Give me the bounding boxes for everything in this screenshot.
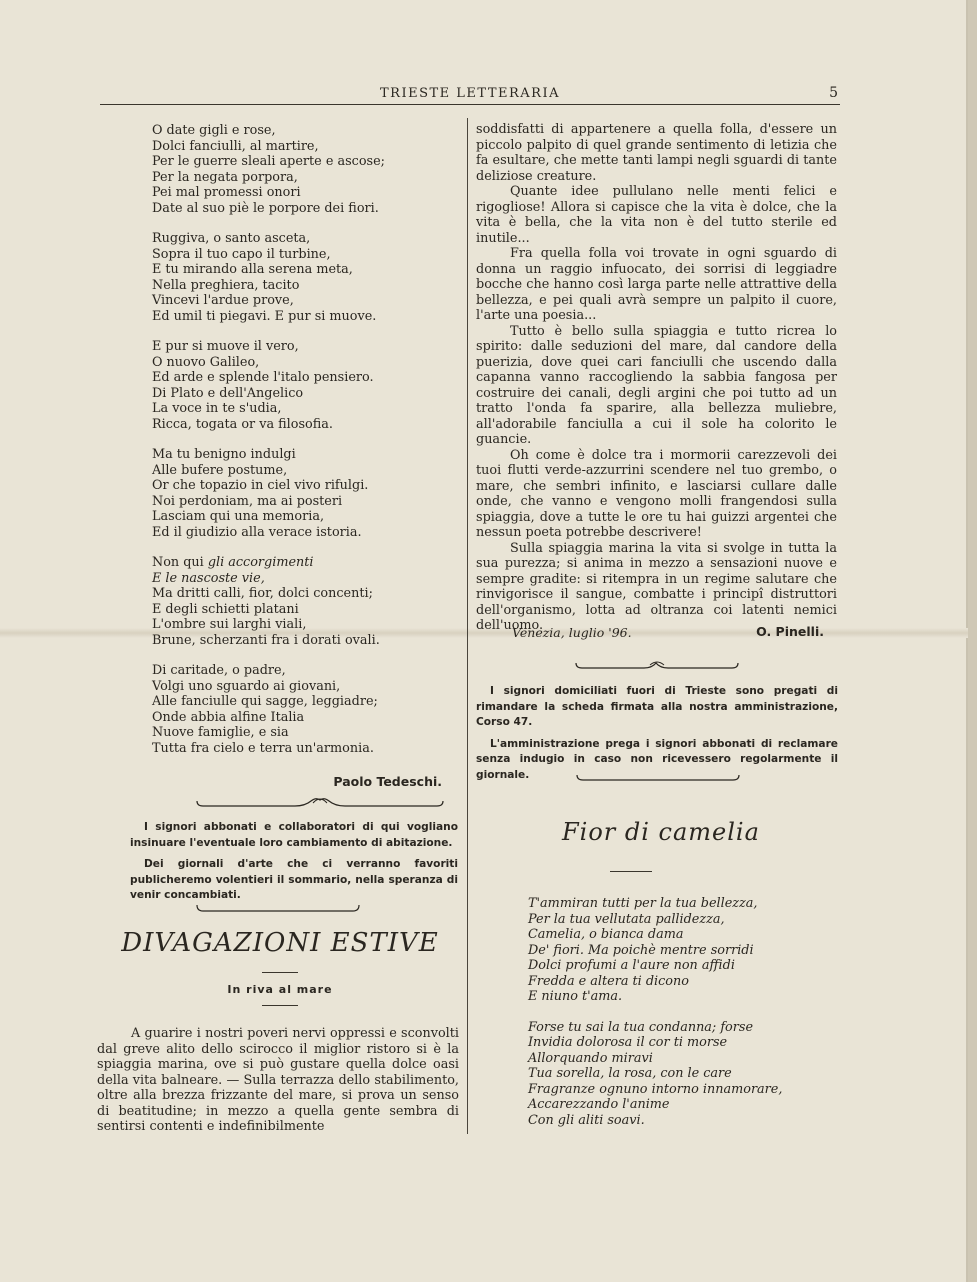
ornament-divider	[574, 659, 740, 673]
verse-line: Con gli aliti soavi.	[528, 1112, 645, 1128]
verse-line: Accarezzando l'anime	[528, 1097, 670, 1112]
verse-line: Ed umil ti piegavi. E pur si muove.	[152, 308, 377, 324]
verse-line: Fragranze ognuno intorno innamorare,	[528, 1081, 783, 1097]
verse-line: Volgi uno sguardo ai giovani,	[152, 678, 341, 694]
article-subtitle: In riva al mare	[227, 983, 333, 996]
verse-line: O date gigli e rose,	[152, 123, 276, 138]
verse-line: Pei mal promessi onori	[152, 185, 301, 200]
verse-line: Noi perdoniam, ma ai posteri	[152, 493, 343, 509]
article-body-right	[476, 122, 837, 634]
verse-line: Or che topazio in ciel vivo rifulgi.	[152, 478, 369, 493]
verse-line: Lasciam qui una memoria,	[152, 509, 325, 524]
verse-line: Forse tu sai la tua condanna; forse	[528, 1019, 754, 1035]
stanza	[152, 123, 452, 216]
verse-line: Alle bufere postume,	[152, 462, 288, 478]
verse-line: O nuovo Galileo,	[152, 354, 260, 370]
article-paragraph: Sulla spiaggia marina la vita si svolge in tutta la sua purezza; si anima in mezzo a sensazioni nuove e sempre gradite: si ritempra in un regime salutare che rinvigorisce il sangue, combatte i principî distruttori dell'organismo, lotta ad oltranza coi latenti nemici dell'uomo.	[476, 540, 837, 633]
verse-line: Ruggiva, o santo asceta,	[152, 231, 311, 246]
ornament-divider	[195, 902, 361, 916]
verse-line: Nuove famiglie, e sia	[152, 725, 289, 740]
stanza	[152, 231, 452, 324]
ornament-divider	[195, 795, 445, 811]
article-paragraph: Oh come è dolce tra i mormorii carezzevoli dei tuoi flutti verde-azzurrini scendere nel tuo grembo, o mare, che sembri infinito, e lasciarsi cullare dalle onde, che vanno e vengono molli frangendosi sulla spiaggia, dove a tutte le ore tu hai guizzi argentei che nessun poeta potrebbe descrivere!	[476, 447, 837, 540]
ornament-divider	[575, 772, 741, 784]
notice-text: Dei giornali d'arte che ci verranno favoriti publicheremo volentieri il sommario, nella speranza di venir concambiati.	[130, 858, 458, 901]
stanza	[152, 555, 452, 648]
verse-line: Camelia, o bianca dama	[528, 927, 684, 942]
verse-line: Ma dritti calli, fior, dolci concenti;	[152, 586, 373, 601]
stanza	[152, 663, 452, 756]
author-signature-pinelli: O. Pinelli.	[756, 624, 824, 639]
verse-fragment-italic: gli accorgimenti	[207, 555, 314, 570]
article-paragraph: A guarire i nostri poveri nervi oppressi e sconvolti dal greve alito dello scirocco il miglior ristoro si è la spiaggia marina, ove si può gustare quella dolce oasi della vita balneare. — Sulla terrazza dello stabilimento, oltre alla brezza frizzante del mare, si prova un senso di beatitudine; in mezzo a quella gente sembra di sentirsi contenti e indefinibilmente	[97, 1026, 459, 1134]
article-paragraph: Quante idee pullulano nelle menti felici e rigogliose! Allora si capisce che la vita è dolce, che la vita è bella, che la vita non è del tutto sterile ed inutile...	[476, 184, 837, 246]
short-rule-top	[120, 972, 440, 973]
verse-line-italic: E le nascoste vie,	[152, 570, 265, 586]
verse-fragment: Non qui	[152, 555, 208, 570]
stanza	[528, 1020, 828, 1129]
verse-line: Vincevi l'ardue prove,	[152, 293, 294, 308]
verse-line: Tua sorella, la rosa, con le care	[528, 1066, 732, 1081]
verse-line: Invidia dolorosa il cor ti morse	[528, 1035, 728, 1050]
notice-text: I signori domiciliati fuori di Trieste sono pregati di rimandare la scheda firmata alla nostra amministrazione, Corso 47.	[476, 685, 838, 728]
verse-line: Dolci profumi a l'aure non affidi	[528, 958, 735, 973]
verse-line: Fredda e altera ti dicono	[528, 973, 689, 989]
verse-line: Di caritade, o padre,	[152, 663, 286, 678]
verse-line: Ricca, togata or va filosofia.	[152, 416, 333, 432]
verse-line: T'ammiran tutti per la tua bellezza,	[528, 896, 758, 911]
article-paragraph: Tutto è bello sulla spiaggia e tutto ricrea lo spirito: dalle seduzioni del mare, dal candore della puerizia, dove quei cari fanciulli che uscendo dalla capanna vanno raccogliendo la sabbia fangosa per costruire dei canali, degli argini che poi tutto ad un tratto l'onda fa sparire, alla bellezza muliebre, all'adorabile fanciulla a cui il sole ha colorito le guancie.	[476, 323, 837, 447]
stanza	[528, 896, 828, 1005]
notice-text: I signori abbonati e collaboratori di qui vogliano insinuare l'eventuale loro cambiamento di abitazione.	[130, 821, 458, 849]
verse-line: Dolci fanciulli, al martire,	[152, 138, 319, 154]
article-paragraph: soddisfatti di appartenere a quella folla, d'essere un piccolo palpito di quel grande sentimento di letizia che fa esultare, che mette tanti lampi negli sguardi di tante deliziose creature.	[476, 122, 837, 184]
verse-line: Tutta fra cielo e terra un'armonia.	[152, 740, 374, 756]
article-body-left	[97, 1026, 459, 1135]
poem-tedeschi	[152, 123, 452, 762]
verse-line: Di Plato e dell'Angelico	[152, 385, 304, 401]
verse-line: Allorquando miravi	[528, 1050, 653, 1066]
verse-line	[152, 555, 452, 571]
poem-title-camelia: Fior di camelia	[562, 818, 760, 846]
page-number: 5	[829, 85, 838, 101]
verse-line: Brune, scherzanti fra i dorati ovali.	[152, 632, 380, 648]
verse-line: E niuno t'ama.	[528, 989, 623, 1004]
verse-line: Ma tu benigno indulgi	[152, 447, 296, 462]
article-title: DIVAGAZIONI ESTIVE	[121, 928, 439, 958]
verse-line: Per la negata porpora,	[152, 169, 298, 185]
verse-line: Alle fanciulle qui sagge, leggiadre;	[152, 694, 378, 709]
stanza	[152, 339, 452, 432]
verse-line: Per la tua vellutata pallidezza,	[528, 911, 725, 927]
verse-line: L'ombre sui larghi viali,	[152, 617, 307, 632]
column-rule	[467, 118, 468, 1134]
short-rule	[610, 871, 652, 872]
verse-line: E tu mirando alla serena meta,	[152, 262, 353, 277]
article-paragraph: Fra quella folla voi trovate in ogni sguardo di donna un raggio infuocato, dei sorrisi di leggiadre bocche che hanno così larga parte nelle attrattive della bellezza, e pei quali avrà sempre un palpito il cuore, l'arte una poesia...	[476, 246, 837, 323]
verse-line: Per le guerre sleali aperte e ascose;	[152, 154, 385, 169]
page-edge	[968, 0, 977, 1282]
verse-line: La voce in te s'udia,	[152, 401, 282, 416]
verse-line: Onde abbia alfine Italia	[152, 709, 305, 725]
notice-text: L'amministrazione prega i signori abbonati di reclamare senza indugio in caso non ricevessero regolarmente il giornale.	[476, 737, 838, 781]
verse-line: E degli schietti platani	[152, 601, 299, 617]
poem-camelia	[528, 896, 828, 1128]
short-rule-bottom	[120, 1005, 440, 1006]
journal-title: TRIESTE LETTERARIA	[380, 86, 560, 101]
notice-subscribers	[130, 820, 458, 910]
verse-line: E pur si muove il vero,	[152, 339, 299, 354]
stanza	[152, 447, 452, 540]
verse-line: Sopra il tuo capo il turbine,	[152, 246, 331, 262]
verse-line: Date al suo piè le porpore dei fiori.	[152, 200, 379, 216]
verse-line: De' fiori. Ma poichè mentre sorridi	[528, 942, 754, 958]
verse-line: Nella preghiera, tacito	[152, 277, 300, 293]
dateline: Venezia, luglio '96.	[512, 625, 632, 640]
author-signature: Paolo Tedeschi.	[333, 774, 442, 789]
running-header	[100, 84, 840, 105]
verse-line: Ed arde e splende l'italo pensiero.	[152, 370, 374, 385]
verse-line: Ed il giudizio alla verace istoria.	[152, 524, 362, 540]
